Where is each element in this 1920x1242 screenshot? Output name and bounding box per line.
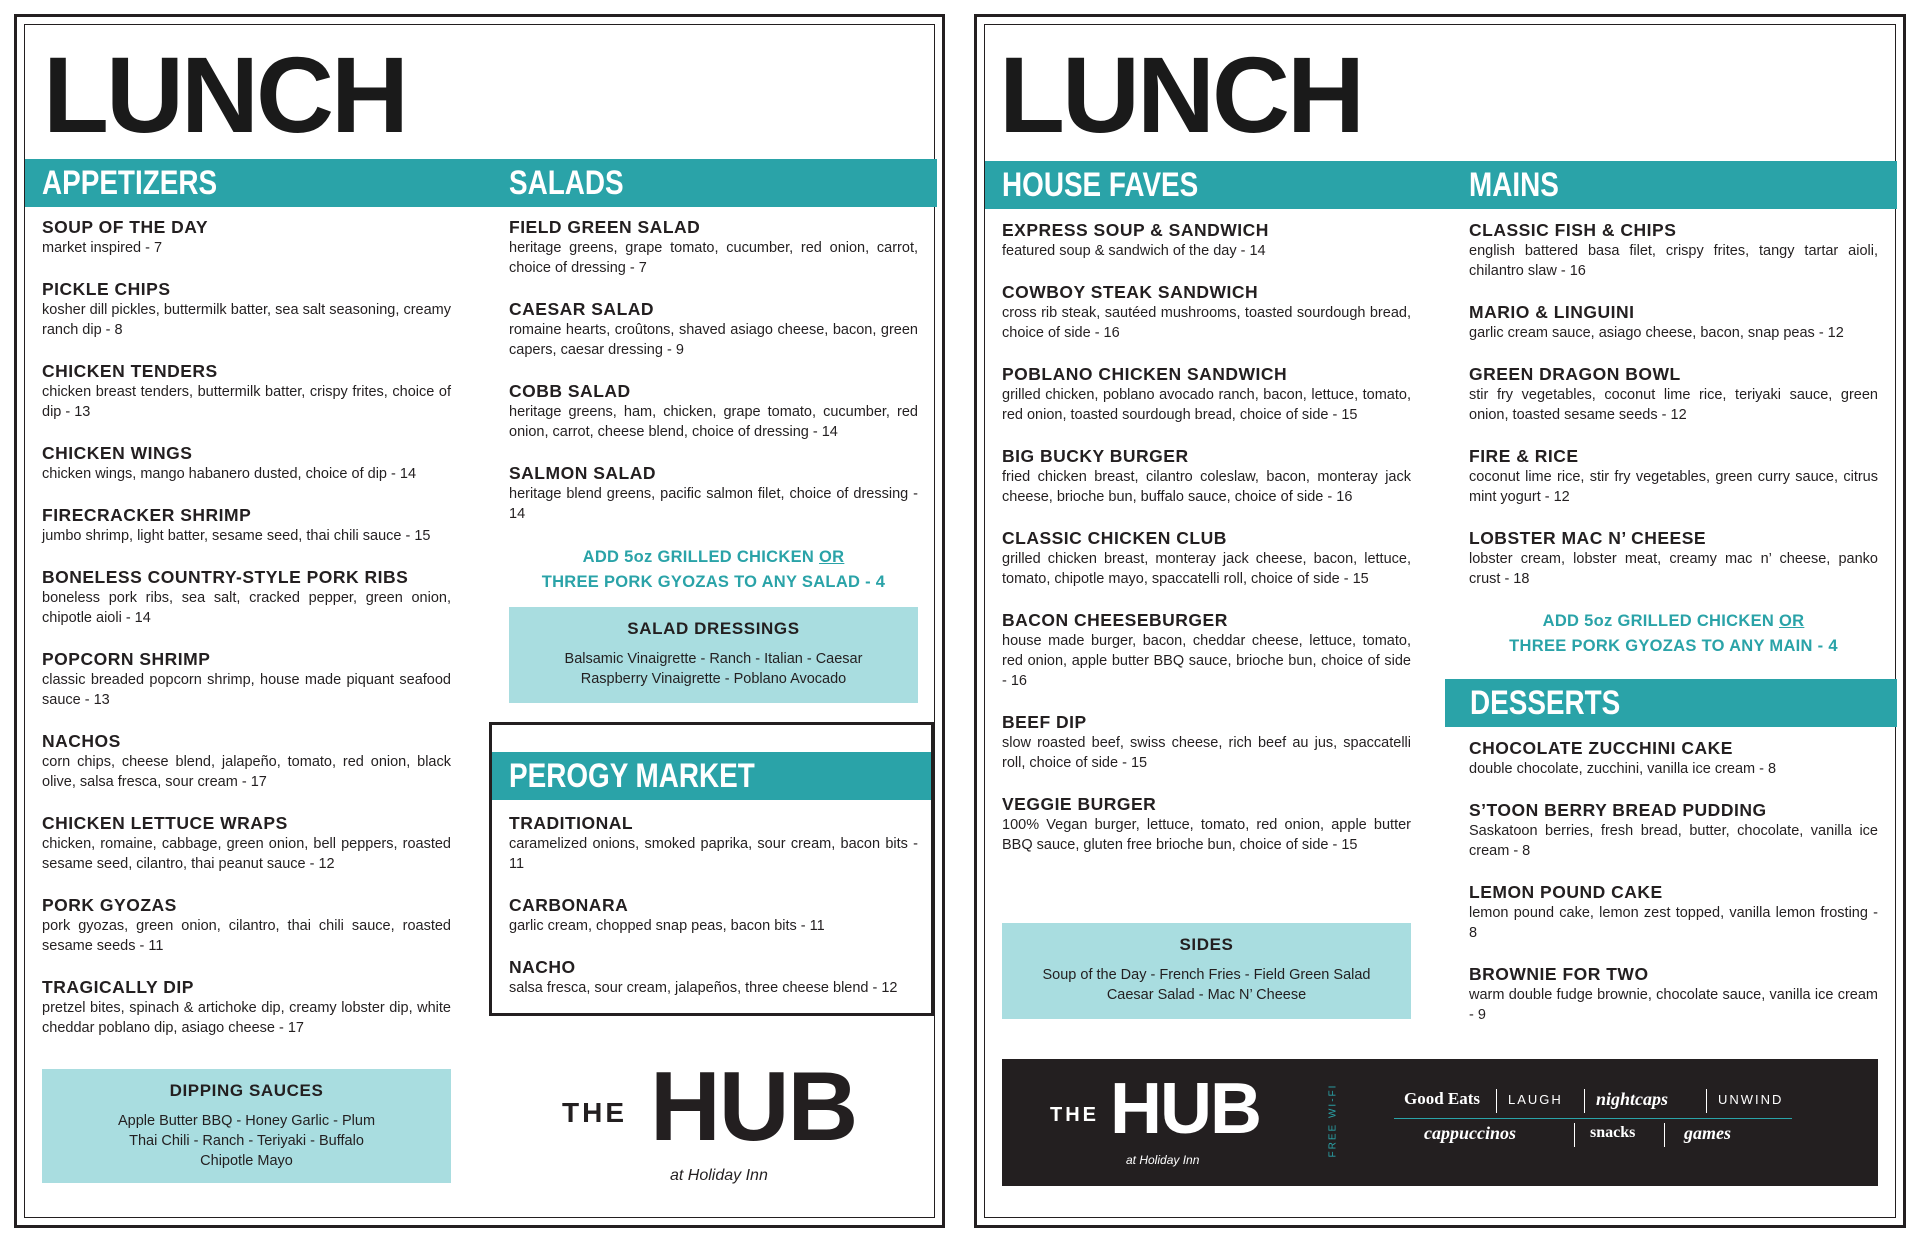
menu-item bbox=[1469, 220, 1878, 281]
dressing-line: Raspberry Vinaigrette - Poblano Avocado bbox=[580, 671, 847, 687]
logo-the: THE bbox=[1050, 1104, 1099, 1126]
menu-item bbox=[1469, 528, 1878, 589]
perogy-list bbox=[509, 813, 918, 1019]
menu-item-description: cross rib steak, sautéed mushrooms, toasted sourdough bread, choice of side - 16 bbox=[1002, 305, 1411, 341]
menu-item-name: FIRECRACKER SHRIMP bbox=[42, 505, 252, 525]
menu-item-name: BROWNIE FOR TWO bbox=[1469, 964, 1649, 984]
menu-item-name: TRADITIONAL bbox=[509, 813, 634, 833]
menu-item-description: chicken breast tenders, buttermilk batter, crispy frites, choice of dip - 13 bbox=[42, 384, 451, 420]
tag-divider bbox=[1574, 1123, 1575, 1147]
menu-item-description: pork gyozas, green onion, cilantro, thai chili sauce, roasted sesame seeds - 11 bbox=[42, 918, 451, 954]
mains-heading: MAINS bbox=[1469, 166, 1559, 204]
mains-list bbox=[1469, 220, 1878, 610]
appetizers-list bbox=[42, 217, 451, 1059]
menu-item-description: lobster cream, lobster meat, creamy mac n’ cheese, panko crust - 18 bbox=[1469, 551, 1878, 587]
menu-item bbox=[1469, 964, 1878, 1025]
salad-dressings-title: SALAD DRESSINGS bbox=[627, 619, 800, 638]
house-faves-list bbox=[1002, 220, 1411, 876]
tag-nightcaps: nightcaps bbox=[1596, 1089, 1669, 1109]
menu-item-name: NACHO bbox=[509, 957, 576, 977]
logo-at: at Holiday Inn bbox=[1126, 1153, 1200, 1167]
addon-text: ADD 5oz GRILLED CHICKEN bbox=[1542, 612, 1779, 630]
menu-item bbox=[1002, 220, 1411, 261]
tag-rule bbox=[1394, 1118, 1792, 1119]
menu-item-description: heritage greens, grape tomato, cucumber, red onion, carrot, choice of dressing - 7 bbox=[509, 240, 918, 276]
tag-good-eats: Good Eats bbox=[1404, 1089, 1481, 1108]
tag-divider bbox=[1664, 1123, 1665, 1147]
menu-item-name: BEEF DIP bbox=[1002, 712, 1087, 732]
menu-item-description: warm double fudge brownie, chocolate sauce, vanilla ice cream - 9 bbox=[1469, 987, 1878, 1023]
menu-item-description: chicken, romaine, cabbage, green onion, bell peppers, roasted sesame seed, cilantro, thai peanut sauce - 12 bbox=[42, 836, 451, 872]
wifi-label: FREE WI-FI bbox=[1327, 1083, 1339, 1158]
menu-item-description: garlic cream, chopped snap peas, bacon bits - 11 bbox=[509, 918, 825, 934]
section-band bbox=[1445, 679, 1897, 727]
menu-item-description: coconut lime rice, stir fry vegetables, green curry sauce, citrus mint yogurt - 12 bbox=[1469, 469, 1878, 505]
menu-item-description: slow roasted beef, swiss cheese, rich beef au jus, spaccatelli roll, choice of side - 15 bbox=[1002, 735, 1411, 771]
menu-item-name: CHICKEN TENDERS bbox=[42, 361, 218, 381]
menu-item bbox=[1469, 364, 1878, 425]
menu-item-name: BACON CHEESEBURGER bbox=[1002, 610, 1228, 630]
menu-item-name: LOBSTER MAC N’ CHEESE bbox=[1469, 528, 1707, 548]
menu-page-right bbox=[974, 14, 1906, 1228]
menu-item-name: GREEN DRAGON BOWL bbox=[1469, 364, 1681, 384]
section-band bbox=[25, 159, 937, 207]
menu-item-description: caramelized onions, smoked paprika, sour cream, bacon bits - 11 bbox=[509, 836, 918, 872]
menu-item bbox=[42, 649, 451, 710]
menu-item bbox=[1469, 302, 1878, 343]
menu-item bbox=[42, 443, 451, 484]
menu-item-name: CHICKEN WINGS bbox=[42, 443, 193, 463]
hub-logo bbox=[562, 1051, 862, 1197]
menu-item-description: 100% Vegan burger, lettuce, tomato, red onion, apple butter BBQ sauce, gluten free brioche bun, choice of side - 15 bbox=[1002, 817, 1411, 853]
salad-addon-note bbox=[509, 545, 918, 595]
mains-addon-note bbox=[1469, 609, 1878, 659]
wifi-label-holder bbox=[1324, 1079, 1340, 1169]
sides-box bbox=[1002, 923, 1411, 1019]
menu-item-name: COBB SALAD bbox=[509, 381, 631, 401]
menu-item bbox=[42, 813, 451, 874]
desserts-list bbox=[1469, 738, 1878, 1046]
menu-item-description: boneless pork ribs, sea salt, cracked pepper, green onion, chipotle aioli - 14 bbox=[42, 590, 451, 626]
menu-item-name: COWBOY STEAK SANDWICH bbox=[1002, 282, 1259, 302]
menu-item-description: featured soup & sandwich of the day - 14 bbox=[1002, 243, 1266, 259]
dipping-line: Apple Butter BBQ - Honey Garlic - Plum bbox=[117, 1113, 376, 1129]
menu-item bbox=[509, 463, 918, 524]
logo-the: THE bbox=[562, 1097, 627, 1128]
menu-item-description: stir fry vegetables, coconut lime rice, teriyaki sauce, green onion, toasted sesame seeds - 12 bbox=[1469, 387, 1878, 423]
menu-item-name: TRAGICALLY DIP bbox=[42, 977, 194, 997]
menu-item-name: BIG BUCKY BURGER bbox=[1002, 446, 1189, 466]
menu-item-name: SOUP OF THE DAY bbox=[42, 217, 209, 237]
menu-item-name: VEGGIE BURGER bbox=[1002, 794, 1157, 814]
menu-item-name: CARBONARA bbox=[509, 895, 629, 915]
addon-text: THREE PORK GYOZAS TO ANY MAIN - 4 bbox=[1509, 637, 1838, 655]
sides-title: SIDES bbox=[1179, 935, 1234, 954]
menu-item bbox=[1469, 800, 1878, 861]
menu-item bbox=[1469, 882, 1878, 943]
menu-item-name: FIELD GREEN SALAD bbox=[509, 217, 701, 237]
tag-unwind: UNWIND bbox=[1718, 1092, 1784, 1107]
menu-item-description: market inspired - 7 bbox=[42, 240, 163, 256]
menu-item-description: house made burger, bacon, cheddar cheese, lettuce, tomato, red onion, apple butter BBQ sauce, brioche bun, choice of side - 16 bbox=[1002, 633, 1411, 689]
menu-item bbox=[1002, 446, 1411, 507]
sides-line: Soup of the Day - French Fries - Field Green Salad bbox=[1042, 967, 1371, 983]
menu-item-name: CLASSIC CHICKEN CLUB bbox=[1002, 528, 1227, 548]
addon-text: THREE PORK GYOZAS TO ANY SALAD - 4 bbox=[541, 573, 886, 591]
section-band bbox=[492, 752, 931, 800]
menu-item-description: classic breaded popcorn shrimp, house made piquant seafood sauce - 13 bbox=[42, 672, 451, 708]
menu-item-description: jumbo shrimp, light batter, sesame seed, thai chili sauce - 15 bbox=[42, 528, 431, 544]
menu-item bbox=[1002, 282, 1411, 343]
addon-or: OR bbox=[1779, 612, 1805, 630]
salad-dressings-box bbox=[509, 607, 918, 703]
menu-item bbox=[509, 813, 918, 874]
menu-item-name: MARIO & LINGUINI bbox=[1469, 302, 1635, 322]
menu-item bbox=[42, 895, 451, 956]
menu-item-name: S’TOON BERRY BREAD PUDDING bbox=[1469, 800, 1767, 820]
menu-item-description: Saskatoon berries, fresh bread, butter, chocolate, vanilla ice cream - 8 bbox=[1469, 823, 1878, 859]
menu-item-name: PICKLE CHIPS bbox=[42, 279, 171, 299]
hub-logo bbox=[1050, 1069, 1270, 1179]
menu-item-description: double chocolate, zucchini, vanilla ice cream - 8 bbox=[1469, 761, 1777, 777]
menu-item-description: salsa fresca, sour cream, jalapeños, three cheese blend - 12 bbox=[509, 980, 898, 996]
menu-item bbox=[42, 279, 451, 340]
dipping-line: Thai Chili - Ranch - Teriyaki - Buffalo bbox=[129, 1133, 364, 1149]
menu-item-name: CHOCOLATE ZUCCHINI CAKE bbox=[1469, 738, 1733, 758]
menu-item-name: PORK GYOZAS bbox=[42, 895, 177, 915]
section-band bbox=[985, 161, 1897, 209]
menu-item-description: english battered basa filet, crispy frites, tangy tartar aioli, chilantro slaw - 16 bbox=[1469, 243, 1878, 279]
menu-item-description: kosher dill pickles, buttermilk batter, sea salt seasoning, creamy ranch dip - 8 bbox=[42, 302, 451, 338]
menu-item bbox=[1002, 364, 1411, 425]
hub-banner bbox=[1002, 1059, 1878, 1186]
menu-item-name: POPCORN SHRIMP bbox=[42, 649, 211, 669]
dipping-line: Chipotle Mayo bbox=[200, 1153, 293, 1169]
menu-item-description: heritage greens, ham, chicken, grape tomato, cucumber, red onion, carrot, cheese blend, choice of dressing - 14 bbox=[509, 404, 918, 440]
logo-at: at Holiday Inn bbox=[670, 1167, 768, 1184]
salads-list bbox=[509, 217, 918, 545]
menu-item-description: heritage blend greens, pacific salmon filet, choice of dressing - 14 bbox=[509, 486, 918, 522]
menu-item bbox=[1002, 528, 1411, 589]
desserts-heading: DESSERTS bbox=[1470, 684, 1621, 722]
menu-item bbox=[42, 977, 451, 1038]
menu-item-name: FIRE & RICE bbox=[1469, 446, 1579, 466]
addon-or: OR bbox=[819, 548, 845, 566]
tag-divider bbox=[1706, 1089, 1707, 1113]
menu-item-description: corn chips, cheese blend, jalapeño, tomato, red onion, black olive, salsa fresca, sour cream - 17 bbox=[42, 754, 451, 790]
menu-item bbox=[42, 217, 451, 258]
logo-hub: HUB bbox=[1110, 1069, 1260, 1149]
menu-item-name: EXPRESS SOUP & SANDWICH bbox=[1002, 220, 1269, 240]
menu-item bbox=[1002, 712, 1411, 773]
tag-snacks: snacks bbox=[1590, 1124, 1636, 1141]
menu-item bbox=[1469, 446, 1878, 507]
tag-divider bbox=[1584, 1089, 1585, 1113]
dipping-sauces-box bbox=[42, 1069, 451, 1183]
menu-item-description: fried chicken breast, cilantro coleslaw, bacon, monteray jack cheese, brioche bun, buffalo sauce, choice of side - 16 bbox=[1002, 469, 1411, 505]
menu-item-description: garlic cream sauce, asiago cheese, bacon, snap peas - 12 bbox=[1469, 325, 1844, 341]
menu-item-description: pretzel bites, spinach & artichoke dip, creamy lobster dip, white cheddar poblano dip, asiago cheese - 17 bbox=[42, 1000, 451, 1036]
menu-item bbox=[42, 731, 451, 792]
menu-item bbox=[509, 381, 918, 442]
page-title: LUNCH bbox=[999, 34, 1362, 155]
menu-item-description: grilled chicken breast, monteray jack cheese, bacon, lettuce, tomato, chipotle mayo, spaccatelli roll, choice of side - 15 bbox=[1002, 551, 1411, 587]
logo-hub: HUB bbox=[650, 1051, 857, 1161]
menu-item bbox=[509, 299, 918, 360]
dressing-line: Balsamic Vinaigrette - Ranch - Italian - Caesar bbox=[564, 651, 863, 667]
dipping-sauces-title: DIPPING SAUCES bbox=[169, 1081, 324, 1100]
menu-item bbox=[42, 505, 451, 546]
tag-laugh: LAUGH bbox=[1508, 1092, 1563, 1107]
menu-item bbox=[42, 567, 451, 628]
menu-item bbox=[1469, 738, 1878, 779]
menu-item bbox=[1002, 610, 1411, 691]
page-title: LUNCH bbox=[43, 34, 406, 155]
menu-item-name: BONELESS COUNTRY-STYLE PORK RIBS bbox=[42, 567, 409, 587]
menu-item-name: NACHOS bbox=[42, 731, 121, 751]
sides-line: Caesar Salad - Mac N’ Cheese bbox=[1106, 987, 1307, 1003]
menu-item bbox=[509, 957, 918, 998]
tagline-grid bbox=[1394, 1089, 1794, 1169]
menu-item-description: grilled chicken, poblano avocado ranch, bacon, lettuce, tomato, red onion, toasted sourdough bread, choice of side - 15 bbox=[1002, 387, 1411, 423]
menu-item bbox=[509, 895, 918, 936]
menu-item-name: CHICKEN LETTUCE WRAPS bbox=[42, 813, 288, 833]
menu-page-left bbox=[14, 14, 945, 1228]
menu-item-description: lemon pound cake, lemon zest topped, vanilla lemon frosting - 8 bbox=[1469, 905, 1878, 941]
tag-cappuccinos: cappuccinos bbox=[1424, 1123, 1516, 1143]
menu-item-name: LEMON POUND CAKE bbox=[1469, 882, 1663, 902]
perogy-heading: PEROGY MARKET bbox=[509, 757, 755, 795]
perogy-market-box bbox=[489, 722, 934, 1016]
menu-item-description: chicken wings, mango habanero dusted, choice of dip - 14 bbox=[42, 466, 417, 482]
menu-item bbox=[42, 361, 451, 422]
tag-games: games bbox=[1684, 1123, 1731, 1143]
house-faves-heading: HOUSE FAVES bbox=[1002, 166, 1199, 204]
menu-item-name: CAESAR SALAD bbox=[509, 299, 655, 319]
appetizers-heading: APPETIZERS bbox=[42, 164, 218, 202]
addon-text: ADD 5oz GRILLED CHICKEN bbox=[582, 548, 819, 566]
menu-item bbox=[509, 217, 918, 278]
tag-divider bbox=[1496, 1089, 1497, 1113]
salads-heading: SALADS bbox=[509, 164, 624, 202]
menu-item-name: CLASSIC FISH & CHIPS bbox=[1469, 220, 1677, 240]
menu-item-description: romaine hearts, croûtons, shaved asiago cheese, bacon, green capers, caesar dressing - 9 bbox=[509, 322, 918, 358]
menu-item-name: POBLANO CHICKEN SANDWICH bbox=[1002, 364, 1288, 384]
menu-item-name: SALMON SALAD bbox=[509, 463, 656, 483]
menu-item bbox=[1002, 794, 1411, 855]
